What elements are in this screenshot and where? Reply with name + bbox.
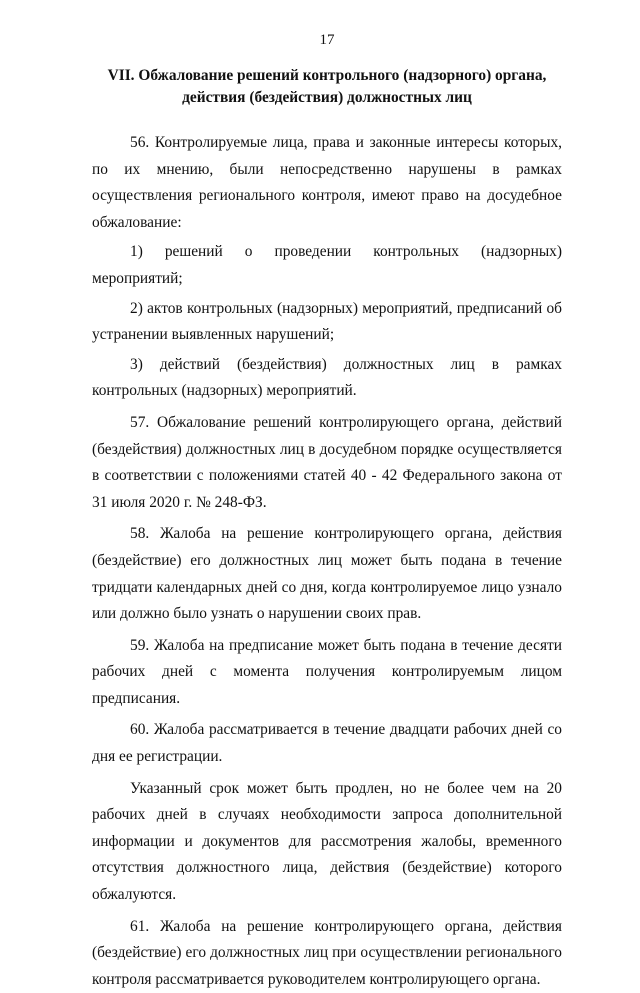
paragraph-59: 59. Жалоба на предписание может быть подана в течение десяти рабочих дней с момента получения контролируемым лицом предписания. — [92, 636, 562, 707]
section-title-line-2: действия (бездействия) должностных лиц — [182, 89, 472, 106]
paragraph-56-item-3: 3) действий (бездействия) должностных лиц в рамках контрольных (надзорных) мероприятий. — [92, 355, 562, 400]
paragraph-61: 61. Жалоба на решение контролирующего органа, действия (бездействие) его должностных лиц при осуществлении регионального контроля рассматривается руководителем контролирующего органа. — [92, 917, 562, 988]
paragraph-56: 56. Контролируемые лица, права и законные интересы которых, по их мнению, были непосредственно нарушены в рамках осуществления регионального контроля, имеют право на досудебное обжалование: — [92, 134, 562, 231]
paragraph-56-item-1: 1) решений о проведении контрольных (надзорных) мероприятий; — [92, 243, 562, 287]
section-title — [92, 65, 562, 109]
paragraph-56-item-2: 2) актов контрольных (надзорных) мероприятий, предписаний об устранении выявленных нарушений; — [92, 299, 562, 344]
paragraph-60-extension: Указанный срок может быть продлен, но не более чем на 20 рабочих дней в случаях необходимости запроса дополнительной информации и документов для рассмотрения жалобы, временного отсутствия должностного лица, действия (бездействие) которого обжалуются. — [92, 779, 562, 904]
paragraph-60: 60. Жалоба рассматривается в течение двадцати рабочих дней со дня ее регистрации. — [92, 721, 562, 766]
paragraph-58: 58. Жалоба на решение контролирующего органа, действия (бездействие) его должностных лиц может быть подана в течение тридцати календарных дней со дня, когда контролируемое лицо узнало или должно было узнать о нарушении своих прав. — [92, 525, 562, 623]
paragraph-57: 57. Обжалование решений контролирующего органа, действий (бездействия) должностных лиц в досудебном порядке осуществляется в соответствии с положениями статей 40 - 42 Федерального закона от 31 июля 2020 г. № 248-ФЗ. — [92, 413, 562, 511]
page-number: 17 — [319, 32, 335, 48]
section-title-line-1: VII. Обжалование решений контрольного (надзорного) органа, — [107, 67, 547, 84]
